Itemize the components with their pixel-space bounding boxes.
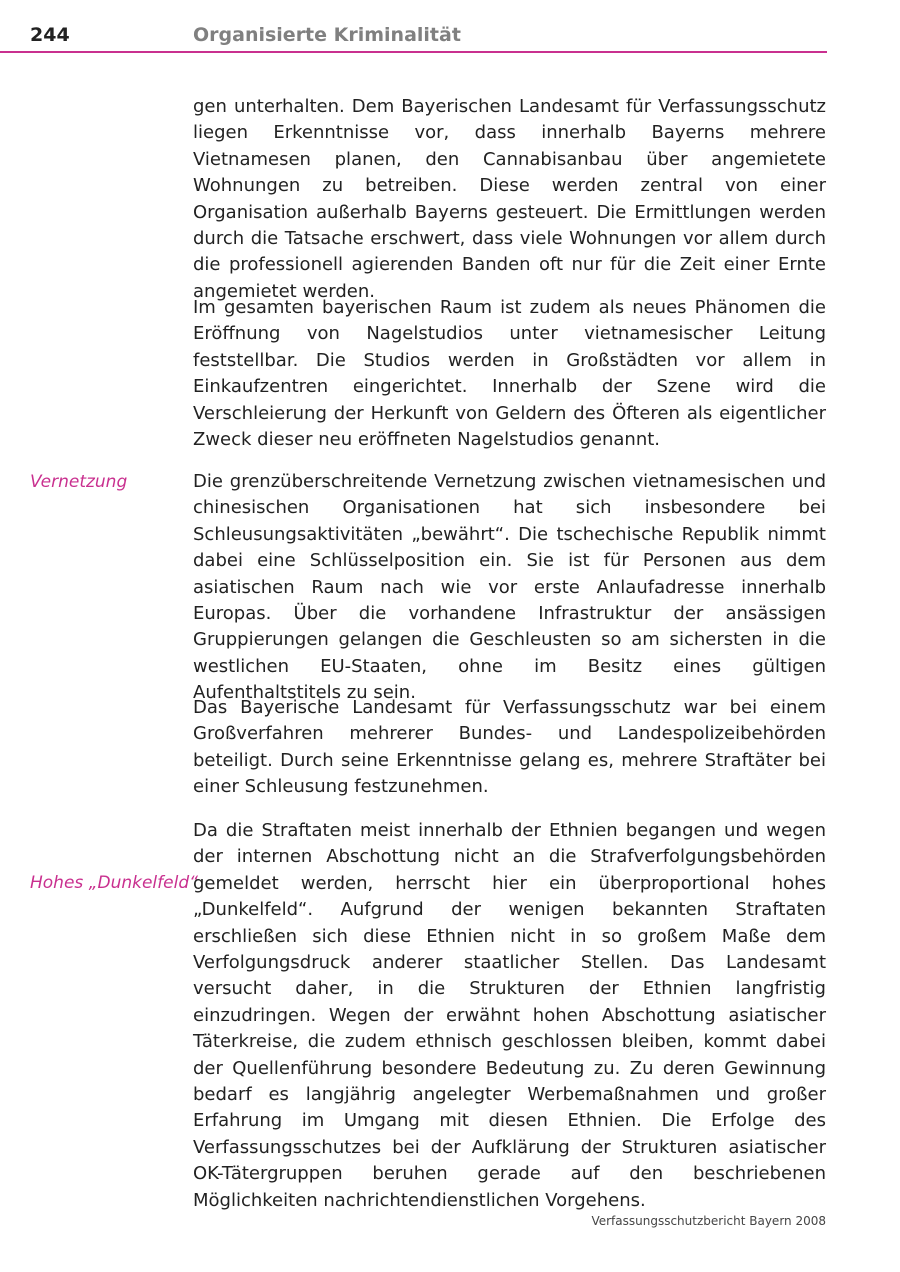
paragraph-2: Im gesamten bayerischen Raum ist zudem als neues Phänomen die Eröffnung von Nagelstudios unter vietnamesischer Leitung feststellbar. Die Studios werden in Großstädten vor allem in Einkaufzentren eingerichtet. Innerhalb der Szene wird die Verschleierung der Herkunft von Geldern des Öfteren als eigentlicher Zweck dieser neu eröffneten Nagelstudios genannt.	[193, 297, 826, 451]
margin-note-dunkelfeld: Hohes „Dunkelfeld“	[30, 873, 198, 893]
paragraph-5: Da die Straftaten meist innerhalb der Ethnien begangen und wegen der internen Abschottung nicht an die Strafverfolgungsbehörden gemeldet werden, herrscht hier ein überproportional hohes „Dunkelfeld“. Aufgrund der wenigen bekannten Straftaten erschließen sich diese Ethnien nicht in so großem Maße dem Verfolgungsdruck anderer staatlicher Stellen. Das Landesamt versucht daher, in die Strukturen der Ethnien langfristig einzudringen. Wegen der erwähnt hohen Abschottung asiatischer Täterkreise, die zudem ethnisch geschlossen bleiben, kommt dabei der Quellenführung besondere Bedeutung zu. Zu deren Gewinnung bedarf es langjährig angelegter Werbemaßnahmen und großer Erfahrung im Umgang mit diesen Ethnien. Die Erfolge des Verfassungsschutzes bei der Aufklärung der Strukturen asiatischer OK-Tätergruppen beruhen gerade auf den beschriebenen Möglichkeiten nachrichtendienstlichen Vorgehens.	[193, 820, 826, 1211]
paragraph-4: Das Bayerische Landesamt für Verfassungsschutz war bei einem Großverfahren mehrerer Bundes- und Landespolizeibehörden beteiligt. Durch seine Erkenntnisse gelang es, mehrere Straftäter bei einer Schleusung festzunehmen.	[193, 697, 826, 798]
paragraph-1: gen unterhalten. Dem Bayerischen Landesamt für Verfassungsschutz liegen Erkenntnisse vor, dass innerhalb Bayerns mehrere Vietnamesen planen, den Cannabisanbau über angemietete Wohnungen zu betreiben. Diese werden zentral von einer Organisation außerhalb Bayerns gesteuert. Die Ermittlungen werden durch die Tatsache erschwert, dass viele Wohnungen vor allem durch die professionell agierenden Banden oft nur für die Zeit einer Ernte angemietet werden.	[193, 96, 826, 302]
section-title: Organisierte Kriminalität	[193, 24, 461, 46]
page-number: 244	[30, 24, 70, 46]
paragraph-3: Die grenzüberschreitende Vernetzung zwischen vietnamesischen und chinesischen Organisationen hat sich insbesondere bei Schleusungsaktivitäten „bewährt“. Die tschechische Republik nimmt dabei eine Schlüsselposition ein. Sie ist für Personen aus dem asiatischen Raum nach wie vor erste Anlaufadresse innerhalb Europas. Über die vorhandene Infrastruktur der ansässigen Gruppierungen gelangen die Geschleusten so am sichersten in die westlichen EU-Staaten, ohne im Besitz eines gültigen Aufenthaltstitels zu sein.	[193, 471, 826, 704]
header-rule	[0, 51, 827, 53]
page-header	[0, 0, 900, 60]
page-footer: Verfassungsschutzbericht Bayern 2008	[591, 1214, 826, 1228]
margin-note-vernetzung: Vernetzung	[30, 472, 128, 492]
